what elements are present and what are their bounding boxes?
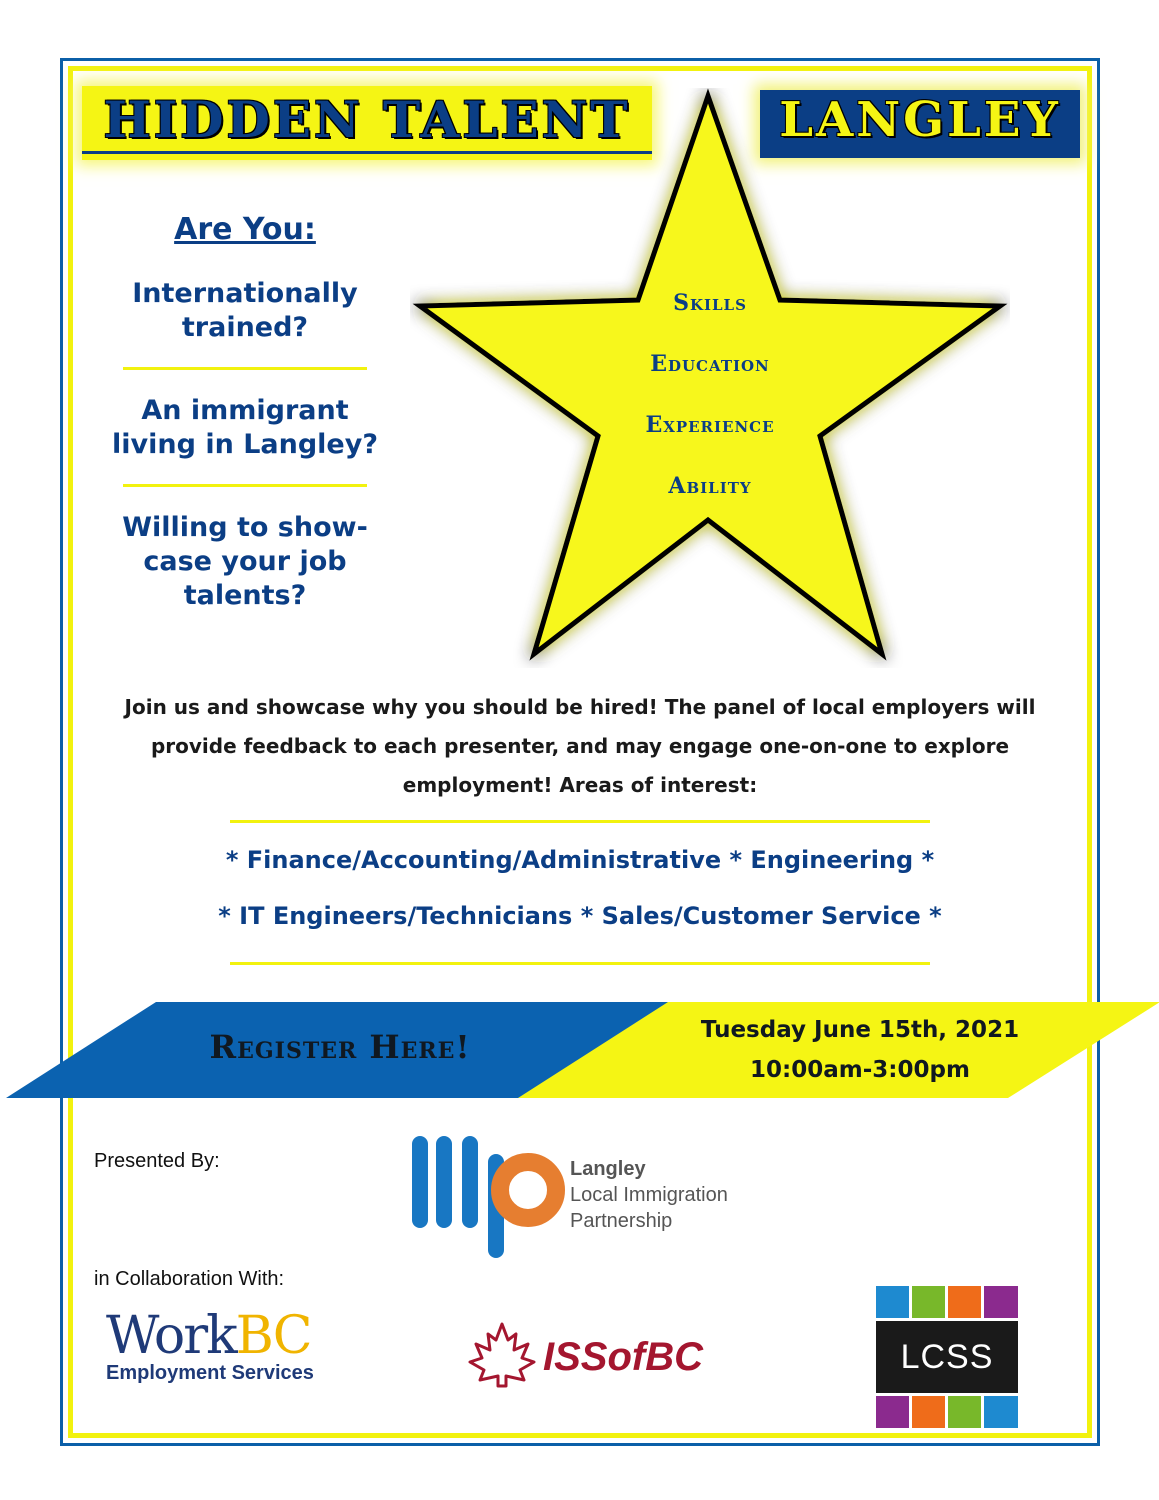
question-internationally-trained: Internationally trained? (132, 278, 358, 343)
question-column (80, 212, 410, 613)
divider (123, 484, 367, 487)
divider (230, 820, 930, 823)
star-label-skills: Skills (673, 290, 747, 316)
workbc-main: Work (106, 1306, 236, 1366)
llip-line-1: Langley (570, 1158, 646, 1180)
presented-by-label: Presented By: (94, 1150, 220, 1172)
collaboration-label: in Collaboration With: (94, 1268, 285, 1290)
divider (123, 367, 367, 370)
llip-logo-text (570, 1156, 728, 1234)
star-label-ability: Ability (668, 473, 752, 499)
workbc-sub: Employment Services (106, 1362, 314, 1384)
star-graphic (410, 88, 1010, 668)
event-date: Tuesday June 15th, 2021 (700, 1017, 1020, 1043)
description: Join us and showcase why you should be hired! The panel of local employers will provide feedback to each presenter, and may engage one-on-one to explore employment! Areas of interest: (124, 695, 1036, 797)
title-langley-text: LANGLEY (779, 92, 1061, 148)
divider (230, 962, 930, 965)
areas-line-2: * IT Engineers/Technicians * Sales/Customer Service * (218, 902, 942, 930)
register-here-button[interactable]: Register Here! (209, 1028, 471, 1066)
star-label-education: Education (650, 351, 770, 377)
event-time: 10:00am-3:00pm (750, 1057, 970, 1083)
title-hidden-talent-text: HIDDEN TALENT (103, 90, 631, 149)
lcss-logo-text: LCSS (900, 1338, 994, 1376)
question-showcase: Willing to show-case your job talents? (122, 512, 368, 611)
star-label-experience: Experience (645, 412, 775, 438)
llip-line-2: Local Immigration (570, 1184, 728, 1206)
star-labels (410, 288, 1010, 532)
workbc-logo (106, 1306, 346, 1385)
workbc-accent: BC (235, 1306, 311, 1366)
llip-line-3: Partnership (570, 1210, 673, 1232)
issbc-logo-text: ISSofBC (543, 1335, 703, 1379)
question-immigrant: An immigrant living in Langley? (112, 395, 378, 460)
are-you-heading: Are You: (174, 212, 316, 247)
event-datetime (650, 1010, 1070, 1090)
areas-line-1: * Finance/Accounting/Administrative * Engineering * (225, 846, 935, 874)
